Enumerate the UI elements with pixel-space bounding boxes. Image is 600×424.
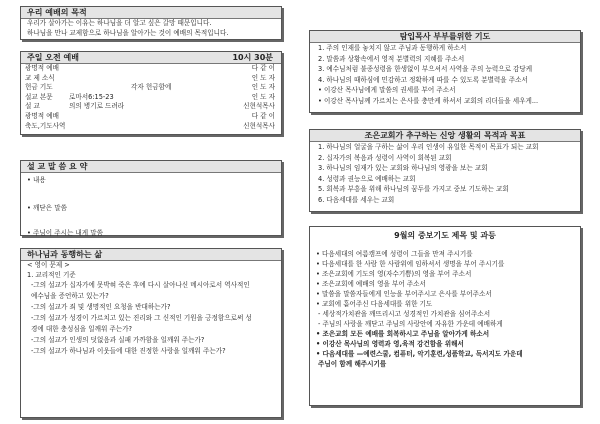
service-detail: 의의 병기로 드려라 <box>69 102 125 111</box>
pastor-prayer-item: 3. 예수님처럼 불종성령을 한생없이 부으셔서 사역을 주의 능력으로 감당케 <box>318 65 533 73</box>
service-leader: 신현석목사 <box>243 102 275 111</box>
church-goal-item: 1. 하나님의 얼굴을 구하는 삶이 우리 인생이 유일한 목적이 목표가 되는 교회 <box>318 143 539 151</box>
service-row <box>21 112 281 122</box>
intercession-item: • 다음세대의 여름캠프에 성령이 그들을 만져 주시기를 <box>316 250 473 258</box>
service-item: 축도,기도사역 <box>25 121 66 130</box>
service-time: 10시 30분 <box>232 53 273 62</box>
intercession-item: - 주님의 사랑을 깨닫고 주님의 사랑안에 자유한 가운데 예배하게 <box>318 320 503 328</box>
church-goals-box <box>309 129 581 212</box>
sermon-note: • 깨닫은 말씀 <box>27 203 67 212</box>
intercession-item: • 조은교회 모든 예배를 회복하시고 주님을 알아가게 하소서 <box>316 330 490 338</box>
intercession-title: 9월의 중보기도 제목 및 과등 <box>394 231 496 240</box>
church-goal-item: 5. 회복과 부흥을 위해 하나님의 꿈두를 가지고 중보 기도하는 교회 <box>318 185 509 193</box>
sermon-note: • 내용 <box>27 176 46 184</box>
service-detail: 각자 헌금함에 <box>131 83 172 92</box>
service-header <box>21 52 281 64</box>
walk-question: 예수님을 증언하고 있는가? <box>31 292 109 301</box>
walk-box <box>20 248 282 418</box>
purpose-box <box>20 6 282 40</box>
service-title: 주일 오전 예배 <box>27 53 79 62</box>
service-row <box>21 83 281 93</box>
intercession-item: 주님이 함께 해주시기를 <box>318 360 387 368</box>
service-row <box>21 102 281 112</box>
service-row <box>21 64 281 74</box>
service-item: 설 교 <box>25 102 40 111</box>
walk-question: -그의 설교가 하나님과 이웃들에 대한 진정한 사랑을 일깨워 주는가? <box>31 347 226 356</box>
service-item: 교 제 소식 <box>25 73 55 82</box>
pastor-prayer-box <box>309 30 581 113</box>
walk-question: -그의 설교가 성경이 가르치고 있는 진리와 그 신적인 기원을 긍정함으로써 성 <box>31 314 252 323</box>
intercession-item: • 조은교회에 예배의 영을 부어 주소서 <box>316 280 426 288</box>
service-leader: 다 같 이 <box>251 64 275 72</box>
intercession-box <box>309 226 581 406</box>
intercession-item: - 세상적가치관을 깨뜨리시고 성경적인 가치관을 심어주소서 <box>318 310 491 318</box>
intercession-item: • 다음세대를 —예련스쿨, 컴퓨터, 악기훈련,성품학교, 독서지도 가운데 <box>316 350 523 358</box>
intercession-item: • 교회에 흩어주신 다음세대를 위한 기도 <box>316 300 433 308</box>
sermon-box <box>20 160 282 236</box>
service-item: 설교 본문 <box>25 92 53 101</box>
walk-question: -그의 설교가 죄 및 생명적인 요청을 반대하는가? <box>31 303 171 312</box>
purpose-line: 우리가 살아가는 이유는 하나님을 더 알고 싶은 갈망 때문입니다. <box>27 19 212 27</box>
service-detail: 로마서6:15-23 <box>69 92 114 101</box>
sermon-note: • 주님이 주시는 내게 말씀 <box>27 229 103 238</box>
church-goal-item: 6. 다음세대를 세우는 교회 <box>318 195 395 204</box>
sermon-title: 설 교 말 씀 요 약 <box>21 161 281 173</box>
pastor-prayer-item: 1. 주의 인재를 놓치지 않고 주님과 동행하게 하소서 <box>318 44 467 52</box>
walk-heading: 1. 교리적인 기준 <box>27 270 76 279</box>
walk-question: -그의 설교가 십자가에 못박혀 죽은 후에 다시 살아나신 메시아로서 역사적인 <box>31 281 250 290</box>
church-goals-title: 조은교회가 추구하는 신앙 생활의 목적과 목표 <box>310 130 580 142</box>
intercession-item: • 말씀을 말씀자들에게 인능을 부어주시고 은사를 부어주소서 <box>316 290 492 298</box>
intercession-item: • 이강산 목사님의 영력과 영,육적 강건함을 위해서 <box>316 340 464 348</box>
service-item: 헌금 기도 <box>25 83 53 92</box>
church-goal-item: 4. 성령과 권능으로 예배하는 교회 <box>318 174 416 183</box>
service-leader: 인 도 자 <box>251 83 275 92</box>
walk-question: -그의 설교가 인생의 덧없음과 실패 가까함을 일깨워 주는가? <box>31 336 205 345</box>
service-row <box>21 74 281 84</box>
service-item: 광명적 예배 <box>25 64 59 72</box>
pastor-prayer-item: • 이강산 목사님에게 말씀의 권세를 부어 주소서 <box>318 86 456 94</box>
walk-section: < 영이 문제 > <box>27 261 70 269</box>
service-item: 광명적 예배 <box>25 111 59 120</box>
pastor-prayer-item: • 이강산 목사님께 가르치는 은사를 충만케 하셔서 교회의 리더들을 세우게... <box>318 96 539 105</box>
service-box <box>20 51 282 135</box>
pastor-prayer-item: 2. 말씀과 상황속에서 영적 분별력의 지혜를 주소서 <box>318 54 465 63</box>
service-row <box>21 122 281 132</box>
church-goal-item: 2. 십자가의 복음과 성령이 사역이 회복된 교회 <box>318 153 452 162</box>
intercession-item: • 다음세대를 한 사람 한 사람위에 임하셔서 생명을 부어 주시기를 <box>316 260 505 268</box>
service-row <box>21 93 281 103</box>
pastor-prayer-item: 4. 하나님의 때하심에 민감하고 정확하게 따를 수 있도록 분별력을 주소서 <box>318 75 528 84</box>
purpose-title: 우리 예배의 목적 <box>21 7 281 19</box>
pastor-prayer-title: 탐입목사 부부를위한 기도 <box>310 31 580 43</box>
service-leader: 신현석목사 <box>243 121 275 130</box>
intercession-item: • 조은교회에 기도의 영(자수기쁨)의 영을 부어 주소서 <box>316 270 472 278</box>
church-goal-item: 3. 하나님의 임재가 있는 교회와 하나님의 영광을 보는 교회 <box>318 164 488 172</box>
service-leader: 다 같 이 <box>251 111 275 120</box>
walk-question: 경에 대한 충성심을 일깨워 주는가? <box>31 325 133 334</box>
service-leader: 인 도 자 <box>251 92 275 101</box>
purpose-line: 하나님을 만나 교제함으로 하나님을 알아가는 것이 예배의 목적입니다. <box>27 28 229 37</box>
walk-title: 하나님과 동행하는 삶 <box>21 249 281 261</box>
service-leader: 인 도 자 <box>251 73 275 82</box>
